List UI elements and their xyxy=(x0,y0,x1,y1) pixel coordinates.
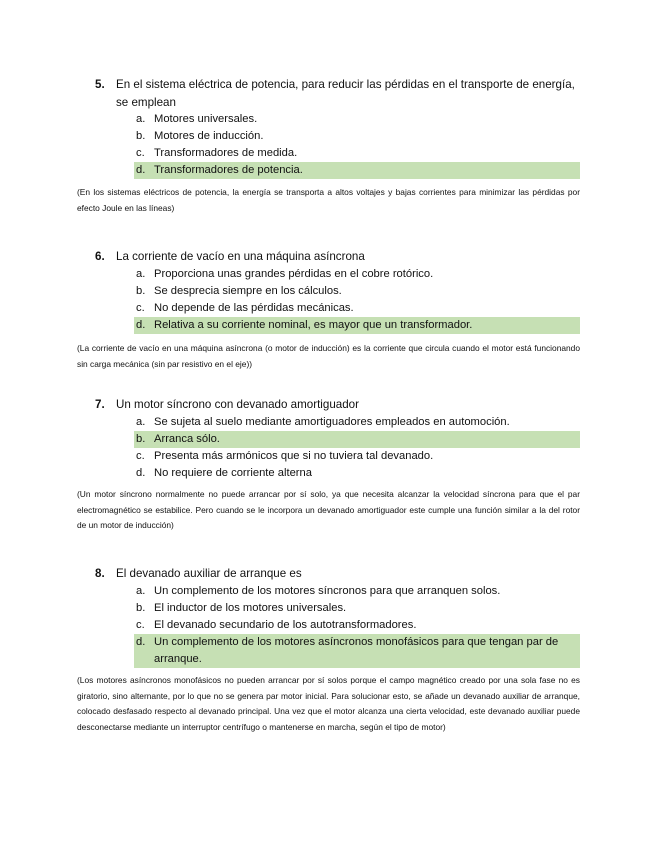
option-c: c. Presenta más armónicos que si no tuviera tal devanado. xyxy=(136,449,434,462)
explanation-q5: (En los sistemas eléctricos de potencia, la energía se transporta a altos voltajes y bajas corrientes para minimizar las pérdidas por efecto Joule en las líneas) xyxy=(77,187,580,213)
option-b: b. El inductor de los motores universales. xyxy=(136,601,347,614)
question-stem xyxy=(95,565,580,583)
option-c: c. No depende de las pérdidas mecánicas. xyxy=(136,301,354,314)
question-stem xyxy=(95,396,580,414)
explanation-q8: (Los motores asíncronos monofásicos no pueden arrancar por sí solos porque el campo magnético creado por una sola fase no es giratorio, sino alternante, por lo que no se genera par motor inicial. Para solucionar esto, se añade un devanado auxiliar de arranque, colocado desfasado respecto al devanado principal. Una vez que el motor alcanza una cierta velocidad, este devanado auxiliar puede desconectarse mediante un interruptor centrífugo o mantenerse en marcha, según el tipo de motor) xyxy=(77,675,580,732)
options-list xyxy=(0,111,655,179)
options-list xyxy=(0,266,655,334)
explanation-q7: (Un motor síncrono normalmente no puede arrancar por sí solo, ya que necesita alcanzar la velocidad síncrona para que el par electromagnético se estabilice. Pero cuando se le incorpora un devanado amortiguador este cumple una función similar a la del rotor de un motor de inducción) xyxy=(77,489,580,530)
question-text: Un motor síncrono con devanado amortiguador xyxy=(116,398,359,411)
question-stem xyxy=(95,76,580,111)
question-text: La corriente de vacío en una máquina asíncrona xyxy=(116,250,365,263)
explanation-q6: (La corriente de vacío en una máquina asíncrona (o motor de inducción) es la corriente que circula cuando el motor está funcionando sin carga mecánica (sin par resistivo en el eje)) xyxy=(77,343,580,369)
option-d-correct-highlight: d. Un complemento de los motores asíncronos monofásicos para que tengan par de arranque. xyxy=(134,634,580,668)
options-list xyxy=(0,583,655,668)
option-d: d. No requiere de corriente alterna xyxy=(136,466,312,479)
option-b: b. Motores de inducción. xyxy=(136,130,264,142)
options-list xyxy=(0,414,655,482)
question-number: 5. xyxy=(95,78,105,91)
option-a: a. Se sujeta al suelo mediante amortiguadores empleados en automoción. xyxy=(136,415,510,428)
question-text: El devanado auxiliar de arranque es xyxy=(116,567,302,580)
question-text: En el sistema eléctrica de potencia, para reducir las pérdidas en el transporte de energía, se emplean xyxy=(116,78,575,109)
option-a: a. Proporciona unas grandes pérdidas en el cobre rotórico. xyxy=(136,267,434,280)
question-number: 8. xyxy=(95,567,105,580)
option-c: c. Transformadores de medida. xyxy=(136,147,298,159)
question-5 xyxy=(0,76,655,179)
option-b: b. Se desprecia siempre en los cálculos. xyxy=(136,284,342,297)
option-b-correct-highlight: b. Arranca sólo. xyxy=(134,431,580,448)
option-d-correct-highlight: d. Transformadores de potencia. xyxy=(134,162,580,179)
question-8 xyxy=(0,565,655,668)
question-number: 6. xyxy=(95,250,105,263)
option-d-correct-highlight: d. Relativa a su corriente nominal, es mayor que un transformador. xyxy=(134,317,580,334)
option-c: c. El devanado secundario de los autotransformadores. xyxy=(136,618,417,631)
question-6 xyxy=(0,248,655,334)
question-number: 7. xyxy=(95,398,105,411)
option-a: a. Motores universales. xyxy=(136,113,258,125)
option-a: a. Un complemento de los motores síncronos para que arranquen solos. xyxy=(136,584,501,597)
question-7 xyxy=(0,396,655,482)
question-stem xyxy=(95,248,580,266)
